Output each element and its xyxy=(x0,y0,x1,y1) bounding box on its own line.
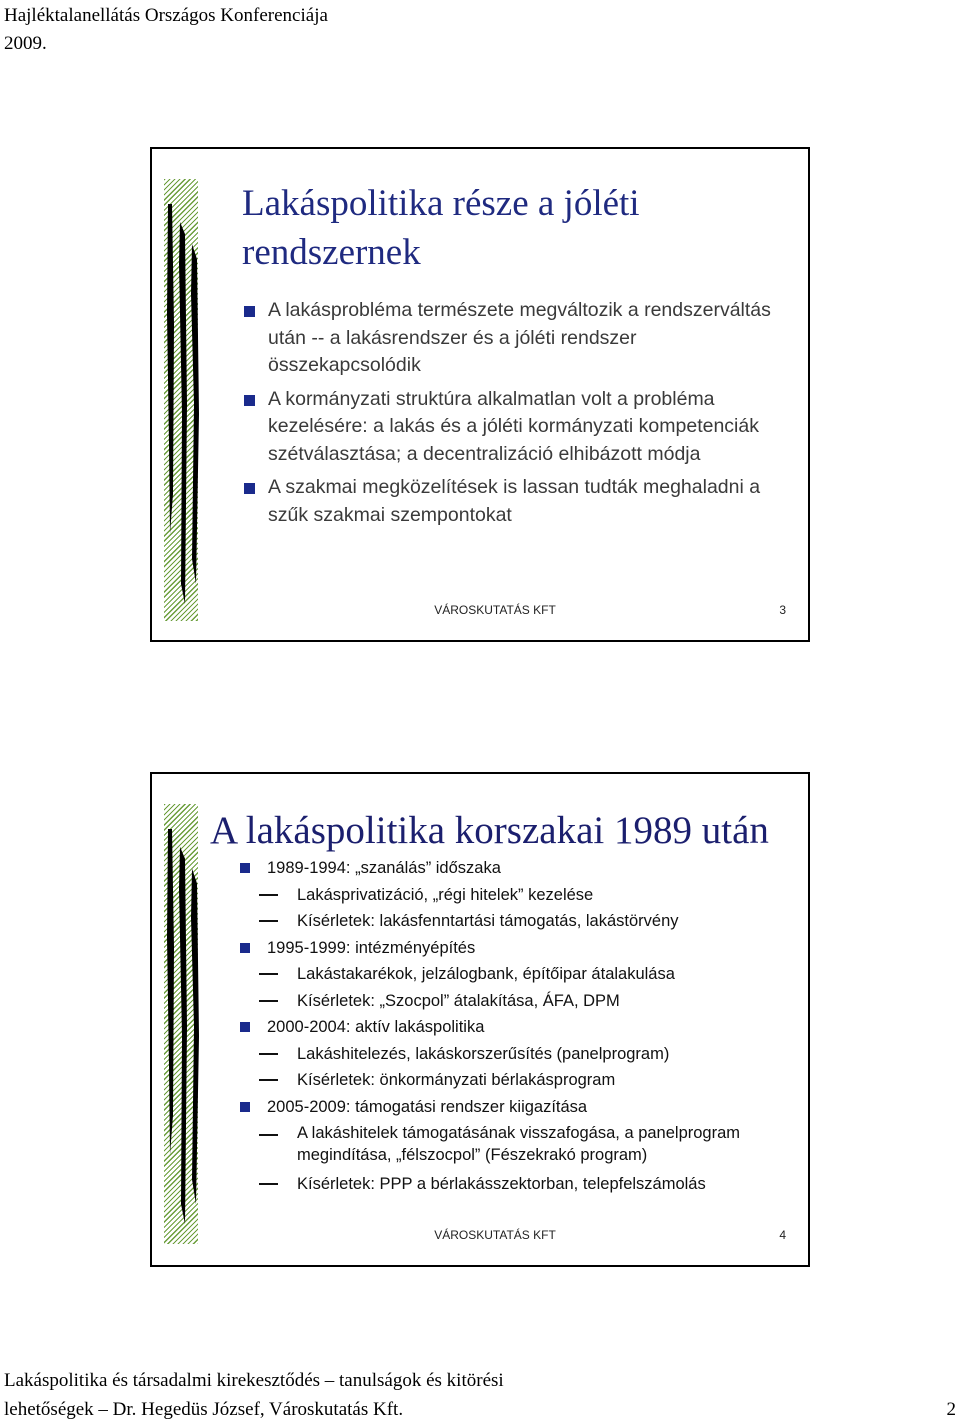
footer-line-1: Lakáspolitika és társadalmi kirekesztődés – tanulságok és kitörési xyxy=(4,1370,504,1391)
slide-4 xyxy=(150,772,810,1267)
sub-item: Kísérletek: PPP a bérlakásszektorban, telepfelszámolás xyxy=(240,1171,800,1198)
slide-title: Lakáspolitika része a jóléti rendszernek xyxy=(242,183,640,273)
decorative-stripes-icon xyxy=(166,829,206,1224)
period-item: 1995-1999: intézményépítés xyxy=(240,935,800,962)
bullet-item: A szakmai megközelítések is lassan tudták meghaladni a szűk szakmai szempontokat xyxy=(244,474,784,529)
bullet-item: A kormányzati struktúra alkalmatlan volt a probléma kezelésére: a lakás és a jóléti kormányzati kompetenciák szétválasztása; a decentralizáció elhibázott módja xyxy=(244,386,784,469)
dash-icon xyxy=(259,1053,278,1055)
sub-item: A lakáshitelek támogatásának visszafogása, a panelprogram megindítása, „félszocpol” (Fészekrakó program) xyxy=(240,1122,800,1166)
bullet-list xyxy=(244,297,784,535)
slide-footer: VÁROSKUTATÁS KFT xyxy=(434,1228,556,1242)
dash-icon xyxy=(259,1000,278,1002)
square-bullet-icon xyxy=(240,1102,250,1112)
slide-3 xyxy=(150,147,810,642)
slide-number: 4 xyxy=(779,1228,786,1242)
conference-year: 2009. xyxy=(4,33,47,54)
slide-footer: VÁROSKUTATÁS KFT xyxy=(434,603,556,617)
square-bullet-icon xyxy=(244,306,255,317)
sub-item: Lakáshitelezés, lakáskorszerűsítés (panelprogram) xyxy=(240,1041,800,1068)
sub-item: Kísérletek: lakásfenntartási támogatás, lakástörvény xyxy=(240,908,800,935)
conference-name: Hajléktalanellátás Országos Konferenciája xyxy=(4,5,328,26)
dash-icon xyxy=(259,920,278,922)
bullet-item: A lakásprobléma természete megváltozik a rendszerváltás után -- a lakásrendszer és a jóléti rendszer összekapcsolódik xyxy=(244,297,784,380)
square-bullet-icon xyxy=(244,395,255,406)
dash-icon xyxy=(259,894,278,896)
page-footer xyxy=(4,1366,956,1424)
dash-icon xyxy=(259,1134,278,1136)
sub-item: Kísérletek: önkormányzati bérlakásprogram xyxy=(240,1067,800,1094)
dash-icon xyxy=(259,1183,278,1185)
square-bullet-icon xyxy=(240,943,250,953)
period-item: 1989-1994: „szanálás” időszaka xyxy=(240,855,800,882)
square-bullet-icon xyxy=(244,483,255,494)
page-number: 2 xyxy=(946,1399,956,1420)
decorative-stripes-icon xyxy=(166,204,206,604)
square-bullet-icon xyxy=(240,1022,250,1032)
square-bullet-icon xyxy=(240,863,250,873)
sub-item: Lakásprivatizáció, „régi hitelek” kezelése xyxy=(240,882,800,909)
dash-icon xyxy=(259,1079,278,1081)
sub-item: Lakástakarékok, jelzálogbank, építőipar átalakulása xyxy=(240,961,800,988)
period-item: 2005-2009: támogatási rendszer kiigazítása xyxy=(240,1094,800,1121)
footer-line-2: lehetőségek – Dr. Hegedüs József, Városkutatás Kft. xyxy=(4,1399,404,1420)
slide-title: A lakáspolitika korszakai 1989 után xyxy=(210,809,769,852)
sub-item: Kísérletek: „Szocpol” átalakítása, ÁFA, DPM xyxy=(240,988,800,1015)
bullet-list xyxy=(240,855,800,1198)
slide-number: 3 xyxy=(779,603,786,617)
dash-icon xyxy=(259,973,278,975)
period-item: 2000-2004: aktív lakáspolitika xyxy=(240,1014,800,1041)
page-header xyxy=(4,2,328,58)
